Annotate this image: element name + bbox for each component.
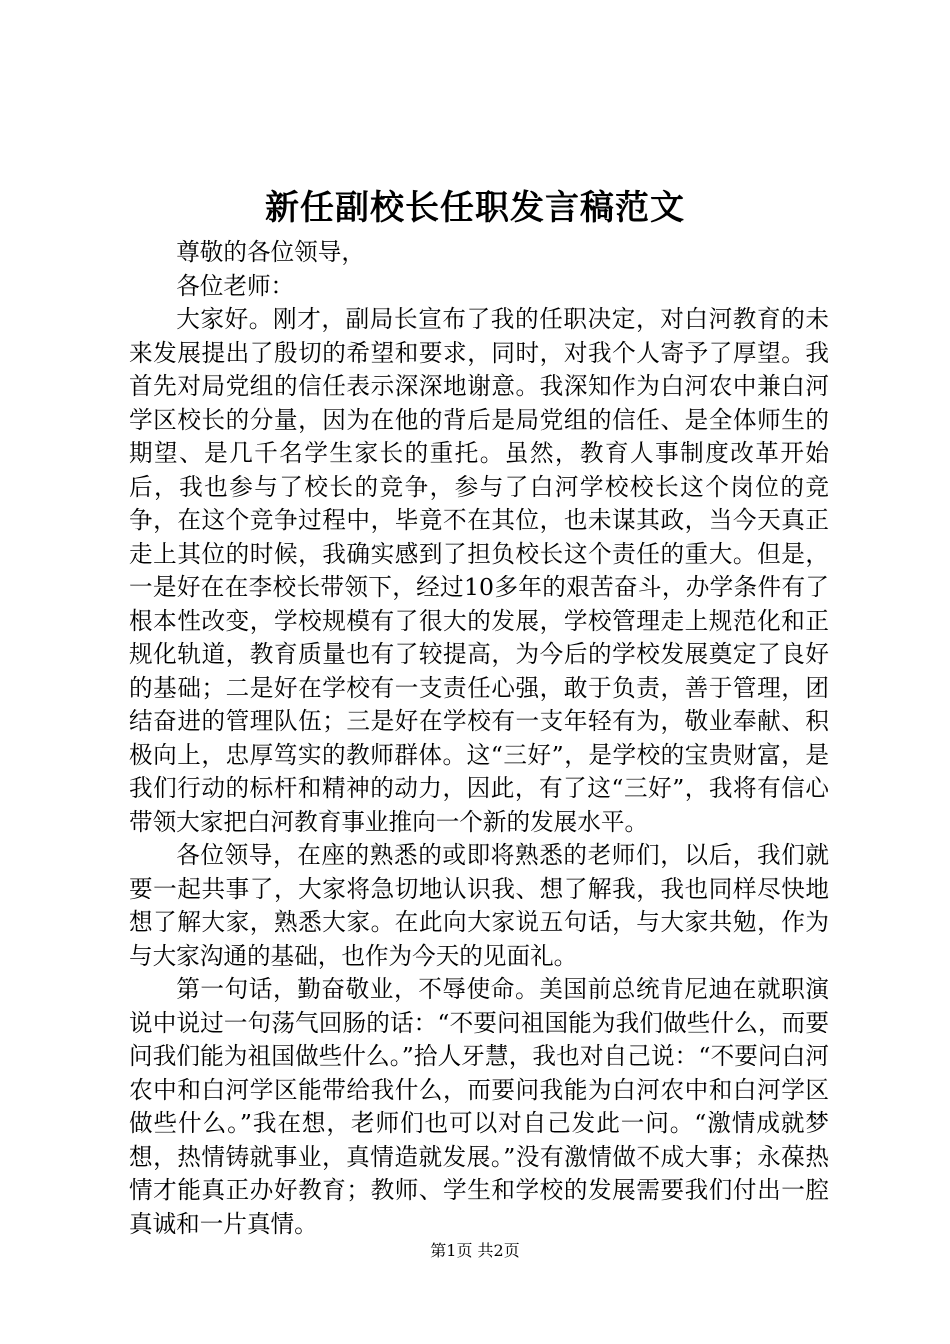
body-paragraph: 各位领导，在座的熟悉的或即将熟悉的老师们，以后，我们就要一起共事了，大家将急切地认识我、想了解我，我也同样尽快地想了解大家，熟悉大家。在此向大家说五句话，与大家共勉，作为与大家沟通的基础，也作为今天的见面礼。 xyxy=(129,841,829,970)
page-footer: 第1页 共2页 xyxy=(430,1241,520,1260)
salutation-leaders: 尊敬的各位领导， xyxy=(176,238,365,266)
document-title: 新任副校长任职发言稿范文 xyxy=(265,188,685,228)
salutation-teachers: 各位老师： xyxy=(176,271,295,300)
document-body xyxy=(129,236,829,1241)
body-paragraph: 第一句话，勤奋敬业，不辱使命。美国前总统肯尼迪在就职演说中说过一句荡气回肠的话：“不要问祖国能为我们做些什么，而要问我们能为祖国做些什么。”拾人牙慧，我也对自己说：“不要问白河农中和白河学区能带给我什么，而要问我能为白河农中和白河学区做些什么。”我在想，老师们也可以对自己发此一问。“激情成就梦想，热情铸就事业，真情造就发展。”没有激情做不成大事；永葆热情才能真正办好教育；教师、学生和学校的发展需要我们付出一腔真诚和一片真情。 xyxy=(129,975,829,1238)
body-paragraph: 大家好。刚才，副局长宣布了我的任职决定，对白河教育的未来发展提出了殷切的希望和要求，同时，对我个人寄予了厚望。我首先对局党组的信任表示深深地谢意。我深知作为白河农中兼白河学区校长的分量，因为在他的背后是局党组的信任、是全体师生的期望、是几千名学生家长的重托。虽然，教育人事制度改革开始后，我也参与了校长的竞争，参与了白河学校校长这个岗位的竞争，在这个竞争过程中，毕竟不在其位，也未谋其政，当今天真正走上其位的时候，我确实感到了担负校长这个责任的重大。但是，一是好在在李校长带领下，经过10多年的艰苦奋斗，办学条件有了根本性改变，学校规模有了很大的发展，学校管理走上规范化和正规化轨道，教育质量也有了较提高，为今后的学校发展奠定了良好的基础；二是好在学校有一支责任心强，敢于负责，善于管理，团结奋进的管理队伍；三是好在学校有一支年轻有为，敬业奉献、积极向上，忠厚笃实的教师群体。这“三好”，是学校的宝贵财富，是我们行动的标杆和精神的动力，因此，有了这“三好”，我将有信心带领大家把白河教育事业推向一个新的发展水平。 xyxy=(129,305,829,836)
